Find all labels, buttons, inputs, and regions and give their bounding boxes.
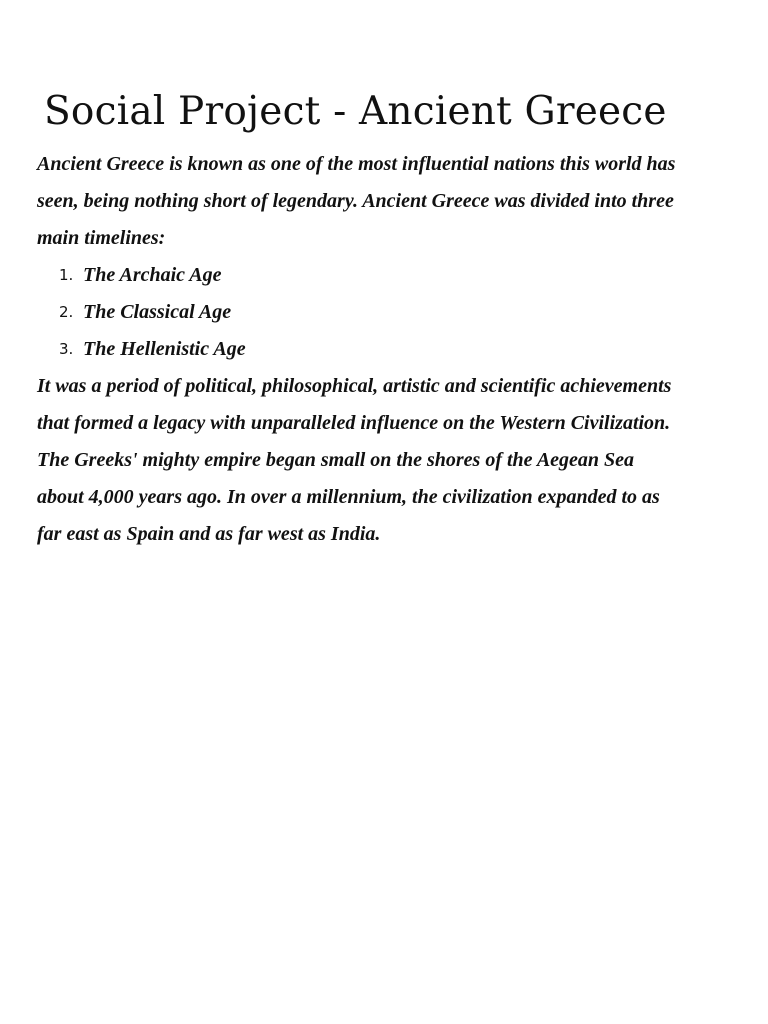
timeline-label: The Classical Age	[83, 301, 232, 323]
timeline-item	[37, 257, 677, 294]
document-body	[37, 146, 677, 553]
timeline-label: The Archaic Age	[83, 264, 222, 286]
intro-paragraph: Ancient Greece is known as one of the most influential nations this world has seen, being nothing short of legendary. Ancient Greece was divided into three main timelines:	[37, 153, 676, 249]
timeline-item	[37, 331, 677, 368]
timeline-label: The Hellenistic Age	[83, 338, 246, 360]
timeline-number: 2.	[59, 303, 74, 321]
page-title: Social Project - Ancient Greece	[44, 89, 667, 134]
timeline-number: 3.	[59, 340, 74, 358]
timeline-item	[37, 294, 677, 331]
closing-paragraph: It was a period of political, philosophical, artistic and scientific achievements that formed a legacy with unparalleled influence on the Western Civilization. The Greeks' mighty empire began small on the shores of the Aegean Sea about 4,000 years ago. In over a millennium, the civilization expanded to as far east as Spain and as far west as India.	[37, 375, 672, 545]
timeline-list	[37, 257, 677, 368]
timeline-number: 1.	[59, 266, 74, 284]
